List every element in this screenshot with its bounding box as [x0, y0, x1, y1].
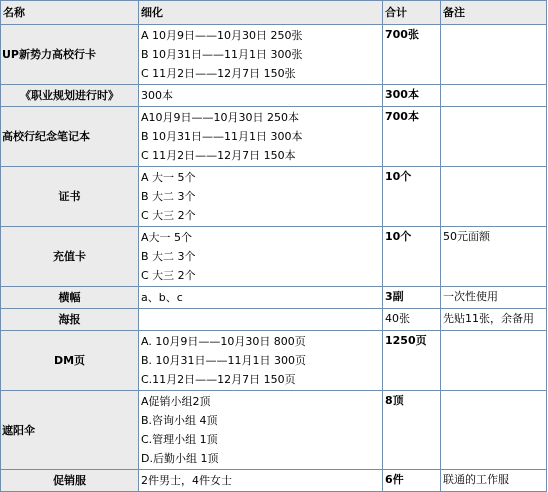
item-note — [441, 391, 547, 470]
detail-line: B 10月31日——11月1日 300张 — [141, 48, 303, 61]
item-note — [441, 107, 547, 167]
item-details — [139, 287, 383, 309]
table-row — [1, 227, 547, 287]
item-total: 3副 — [383, 287, 441, 309]
item-details — [139, 85, 383, 107]
item-details — [139, 470, 383, 492]
item-total: 6件 — [383, 470, 441, 492]
detail-line: D.后勤小组 1顶 — [141, 452, 219, 465]
item-name: DM页 — [1, 331, 139, 391]
item-note — [441, 85, 547, 107]
table-row — [1, 287, 547, 309]
header-name: 名称 — [1, 1, 139, 25]
table-row — [1, 391, 547, 470]
table-row — [1, 25, 547, 85]
item-note: 50元面额 — [441, 227, 547, 287]
detail-line: B 10月31日——11月1日 300本 — [141, 130, 303, 143]
item-name: 横幅 — [1, 287, 139, 309]
item-total: 700本 — [383, 107, 441, 167]
item-total: 8顶 — [383, 391, 441, 470]
detail-line: 2件男士，4件女士 — [141, 474, 232, 487]
detail-line: A10月9日——10月30日 250本 — [141, 111, 300, 124]
item-details — [139, 309, 383, 331]
detail-line: B.咨询小组 4顶 — [141, 414, 218, 427]
detail-line: C 大三 2个 — [141, 269, 196, 282]
header-total: 合计 — [383, 1, 441, 25]
item-note: 先贴11张，余备用 — [441, 309, 547, 331]
item-total: 10个 — [383, 167, 441, 227]
item-total: 40张 — [383, 309, 441, 331]
item-total: 1250页 — [383, 331, 441, 391]
detail-line: a、b、c — [141, 291, 183, 304]
item-details — [139, 391, 383, 470]
detail-line: C 11月2日——12月7日 150本 — [141, 149, 296, 162]
detail-line: A 大一 5个 — [141, 171, 196, 184]
item-name: 充值卡 — [1, 227, 139, 287]
detail-line: B 大二 3个 — [141, 190, 196, 203]
item-total: 10个 — [383, 227, 441, 287]
item-name: 海报 — [1, 309, 139, 331]
item-note — [441, 25, 547, 85]
item-note — [441, 331, 547, 391]
detail-line: C 大三 2个 — [141, 209, 196, 222]
item-name: 《职业规划进行时》 — [1, 85, 139, 107]
table-row — [1, 85, 547, 107]
header-details: 细化 — [139, 1, 383, 25]
table-row — [1, 107, 547, 167]
item-name: 遮阳伞 — [1, 391, 139, 470]
item-note: 联通的工作服 — [441, 470, 547, 492]
table-header-row — [1, 1, 547, 25]
detail-line — [141, 310, 380, 329]
item-name: UP新势力高校行卡 — [1, 25, 139, 85]
detail-line: 300本 — [141, 89, 173, 102]
detail-line: A 10月9日——10月30日 250张 — [141, 29, 303, 42]
item-note: 一次性使用 — [441, 287, 547, 309]
detail-line: C.管理小组 1顶 — [141, 433, 218, 446]
item-name: 高校行纪念笔记本 — [1, 107, 139, 167]
detail-line: A大一 5个 — [141, 231, 193, 244]
item-details — [139, 167, 383, 227]
item-details — [139, 107, 383, 167]
item-note — [441, 167, 547, 227]
detail-line: A. 10月9日——10月30日 800页 — [141, 335, 306, 348]
item-name: 证书 — [1, 167, 139, 227]
header-note: 备注 — [441, 1, 547, 25]
table-row — [1, 331, 547, 391]
detail-line: C.11月2日——12月7日 150页 — [141, 373, 296, 386]
item-details — [139, 227, 383, 287]
item-total: 700张 — [383, 25, 441, 85]
detail-line: B 大二 3个 — [141, 250, 196, 263]
item-total: 300本 — [383, 85, 441, 107]
item-name: 促销服 — [1, 470, 139, 492]
item-details — [139, 25, 383, 85]
detail-line: C 11月2日——12月7日 150张 — [141, 67, 296, 80]
table-row — [1, 309, 547, 331]
detail-line: A促销小组2顶 — [141, 395, 211, 408]
item-details — [139, 331, 383, 391]
detail-line: B. 10月31日——11月1日 300页 — [141, 354, 307, 367]
table-row — [1, 470, 547, 492]
table-row — [1, 167, 547, 227]
